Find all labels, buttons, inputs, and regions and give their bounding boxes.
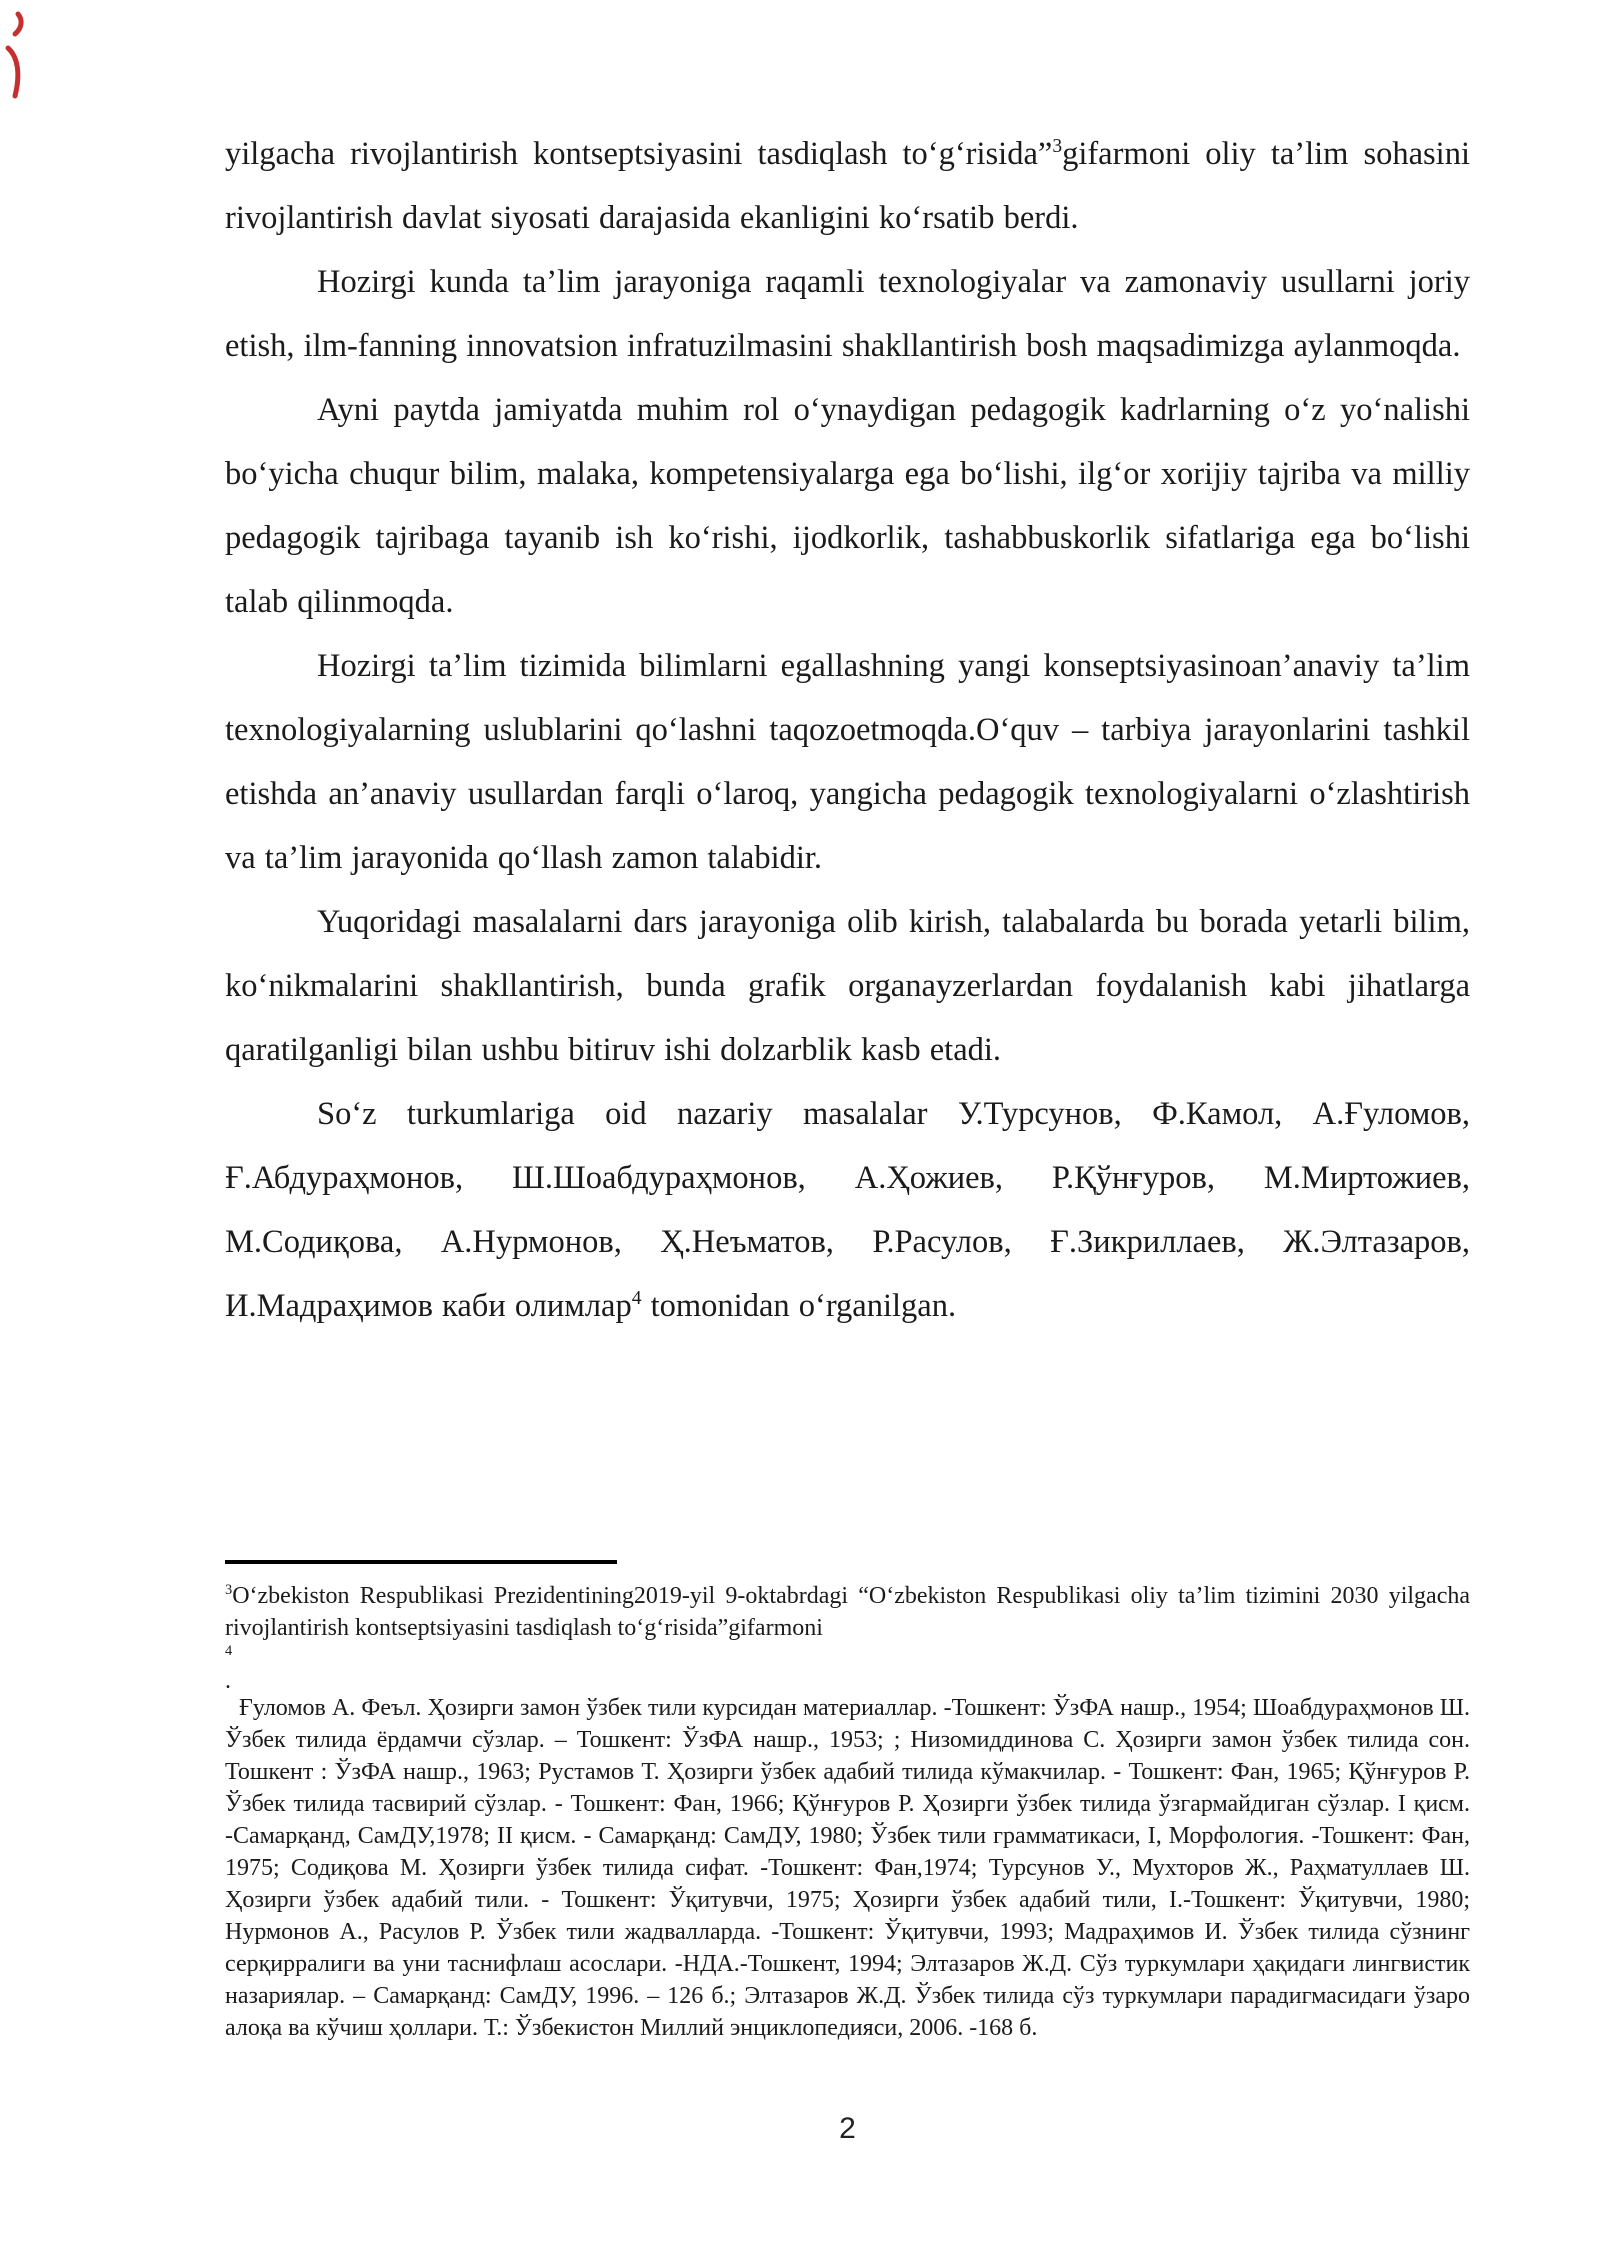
footnote-4-marker-dot (225, 1670, 1470, 1692)
paragraph-2 (225, 250, 1470, 378)
pen-mark-stroke-top (15, 14, 21, 34)
footnote-4-text: Ғуломов А. Феъл. Ҳозирги замон ўзбек тили курсидан материаллар. -Тошкент: ЎзФА нашр., 1954; Шоабдураҳмонов Ш. Ўзбек тилида ёрдамчи сўзлар. – Тошкент: ЎзФА нашр., 1953; ; Низомиддинова С. Ҳозирги замон ўзбек тилида сон. Тошкент : ЎзФА нашр., 1963; Рустамов Т. Ҳозирги ўзбек адабий тилида кўмакчилар. - Тошкент: Фан, 1965; Қўнғуров Р. Ўзбек тилида тасвирий сўзлар. - Тошкент: Фан, 1966; Қўнғуров Р. Ҳозирги ўзбек тилида ўзгармайдиган сўзлар. I қисм. -Самарқанд, СамДУ,1978; II қисм. - Самарқанд: СамДУ, 1980; Ўзбек тили грамматикаси, I, Морфология. -Тошкент: Фан, 1975; Содиқова М. Ҳозирги ўзбек тилида сифат. -Тошкент: Фан,1974; Турсунов У., Мухторов Ж., Раҳматуллаев Ш. Ҳозирги ўзбек адабий тили. - Тошкент: Ўқитувчи, 1975; Ҳозирги ўзбек адабий тили, I.-Тошкент: Ўқитувчи, 1980; Нурмонов А., Расулов Р. Ўзбек тили жадвалларда. -Тошкент: Ўқитувчи, 1993; Мадраҳимов И. Ўзбек тилида сўзнинг серқирралиги ва уни таснифлаш асослари. -НДА.-Тошкент, 1994; Элтазаров Ж.Д. Сўз туркумлари ҳақидаги лингвистик назариялар. – Самарқанд: СамДУ, 1996. – 126 б.; Элтазаров Ж.Д. Ўзбек тилида сўз туркумлари парадигмасидаги ўзаро алоқа ва кўчиш ҳоллари. Т.: Ўзбекистон Миллий энциклопедияси, 2006. -168 б. (225, 1695, 1470, 2041)
paragraph-1-text-after: gifarmoni oliy ta’lim sohasini rivojlantirish davlat siyosati darajasida ekanligini ko‘rsatib berdi. (225, 136, 1470, 236)
paragraph-6-text-after: tomonidan o‘rganilgan. (641, 1288, 957, 1324)
footnote-ref-4: 4 (631, 1288, 642, 1310)
paragraph-6-text: So‘z turkumlariga oid nazariy masalalar У.Турсунов, Ф.Камол, А.Ғуломов, Ғ.Абдураҳмонов, Ш.Шоабдураҳмонов, А.Ҳожиев, Р.Қўнғуров, М.Миртожиев, М.Содиқова, А.Нурмонов, Ҳ.Неъматов, Р.Расулов, Ғ.Зикриллаев, Ж.Элтазаров, И.Мадраҳимов каби олимлар (225, 1096, 1470, 1324)
paragraph-5 (225, 890, 1470, 1082)
body-text (225, 122, 1470, 1338)
paragraph-2-text: Hozirgi kunda ta’lim jarayoniga raqamli texnologiyalar va zamonaviy usullarni joriy etish, ilm-fanning innovatsion infratuzilmasini shakllantirish bosh maqsadimizga aylanmoqda. (225, 264, 1470, 364)
paragraph-4 (225, 634, 1470, 890)
footnote-4-dot: . (225, 1668, 231, 1694)
footnotes-section (225, 1560, 1470, 2044)
paragraph-1-text: yilgacha rivojlantirish kontseptsiyasini tasdiqlash to‘g‘risida” (225, 136, 1053, 172)
paragraph-5-text: Yuqoridagi masalalarni dars jarayoniga olib kirish, talabalarda bu borada yetarli bilim, ko‘nikmalarini shakllantirish, bunda grafik organayzerlardan foydalanish kabi jihatlarga qaratilganligi bilan ushbu bitiruv ishi dolzarblik kasb etadi. (225, 904, 1470, 1068)
footnote-4-marker (225, 1644, 1470, 1670)
paragraph-3-text: Ayni paytda jamiyatda muhim rol o‘ynaydigan pedagogik kadrlarning o‘z yo‘nalishi bo‘yicha chuqur bilim, malaka, kompetensiyalarga ega bo‘lishi, ilg‘or xorijiy tajriba va milliy pedagogik tajribaga tayanib ish ko‘rishi, ijodkorlik, tashabbuskorlik sifatlariga ega bo‘lishi talab qilinmoqda. (225, 392, 1470, 620)
footnote-3-number: 3 (225, 1582, 233, 1598)
footnote-3-text: O‘zbekiston Respublikasi Prezidentining2019-yil 9-oktabrdagi “O‘zbekiston Respublikasi oliy ta’lim tizimini 2030 yilgacha rivojlantirish kontseptsiyasini tasdiqlash to‘g‘risida”gifarmoni (225, 1583, 1470, 1641)
red-pen-marks (2, 6, 54, 118)
footnote-3 (225, 1580, 1470, 1644)
footnote-4-number: 4 (225, 1643, 233, 1659)
paragraph-6 (225, 1082, 1470, 1338)
paragraph-4-text: Hozirgi ta’lim tizimida bilimlarni egallashning yangi konseptsiyasinoan’anaviy ta’lim texnologiyalarning uslublarini qo‘lashni taqozoetmoqda.O‘quv – tarbiya jarayonlarini tashkil etishda an’anaviy usullardan farqli o‘laroq, yangicha pedagogik texnologiyalarni o‘zlashtirish va ta’lim jarayonida qo‘llash zamon talabidir. (225, 648, 1470, 876)
paragraph-3 (225, 378, 1470, 634)
pen-mark-stroke-bottom (8, 48, 18, 96)
page-number: 2 (839, 2112, 856, 2145)
footnote-4 (225, 1692, 1470, 2044)
paragraph-1 (225, 122, 1470, 250)
footnote-ref-3: 3 (1052, 136, 1063, 158)
footnote-separator (225, 1560, 617, 1564)
